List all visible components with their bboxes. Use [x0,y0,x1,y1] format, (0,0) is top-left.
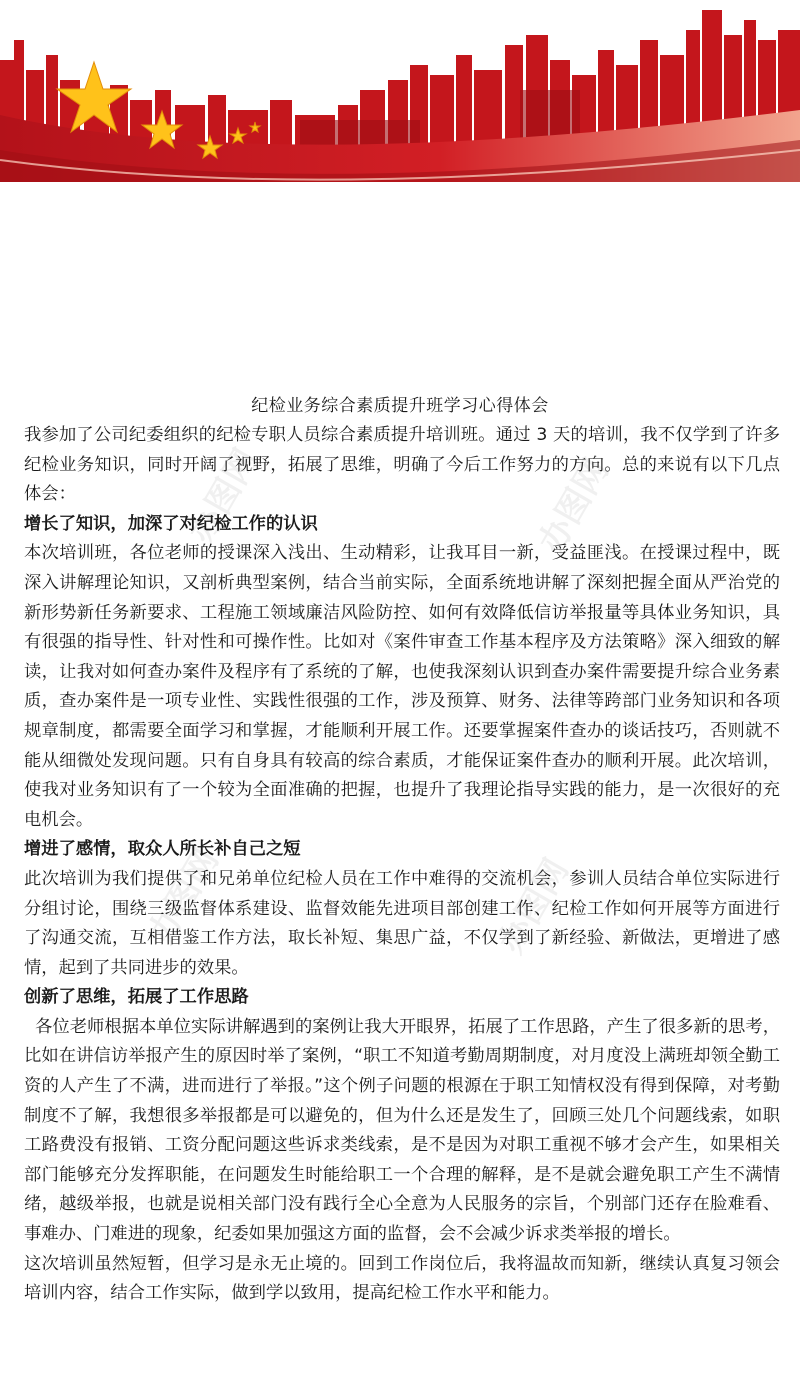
body-paragraph: 本次培训班，各位老师的授课深入浅出、生动精彩，让我耳目一新，受益匪浅。在授课过程中，既深入讲解理论知识，又剖析典型案例，结合当前实际，全面系统地讲解了深刻把握全面从严治党的新形势新任务新要求、工程施工领域廉洁风险防控、如何有效降低信访举报量等具体业务知识，具有很强的指导性、针对性和可操作性。比如对《案件审查工作基本程序及方法策略》深入细致的解读，让我对如何查办案件及程序有了系统的了解，也使我深刻认识到查办案件需要提升综合业务素质，查办案件是一项专业性、实践性很强的工作，涉及预算、财务、法律等跨部门业务知识和各项规章制度，都需要全面学习和掌握，才能顺利开展工作。还要掌握案件查办的谈话技巧，否则就不能从细微处发现问题。只有自身具有较高的综合素质，才能保证案件查办的顺利开展。此次培训，使我对业务知识有了一个较为全面准确的把握，也提升了我理论指导实践的能力，是一次很好的充电机会。 [24,543,780,830]
section-heading: 增长了知识，加深了对纪检工作的认识 [24,513,318,534]
section-heading: 增进了感情，取众人所长补自己之短 [24,839,301,860]
body-paragraph: 各位老师根据本单位实际讲解遇到的案例让我大开眼界，拓展了工作思路，产生了很多新的思考，比如在讲信访举报产生的原因时举了案例，“职工不知道考勤周期制度，对月度没上满班却领全勤工资的人产生了不满，进而进行了举报。”这个例子问题的根源在于职工知情权没有得到保障，对考勤制度不了解，我想很多举报都是可以避免的，但为什么还是发生了，回顾三处几个问题线索，如职工路费没有报销、工资分配问题这些诉求类线索，是不是因为对职工重视不够才会产生，如果相关部门能够充分发挥职能，在问题发生时能给职工一个合理的解释，是不是就会避免职工产生不满情绪，越级举报，也就是说相关部门没有践行全心全意为人民服务的宗旨，个别部门还存在脸难看、事难办、门难进的现象，纪委如果加强这方面的监督，会不会减少诉求类举报的增长。 [24,1016,780,1245]
city-skyline-banner-image [0,0,800,200]
closing-paragraph: 这次培训虽然短暂，但学习是永无止境的。回到工作岗位后，我将温故而知新，继续认真复习领会培训内容，结合工作实际，做到学以致用，提高纪检工作水平和能力。 [24,1253,780,1304]
intro-paragraph: 我参加了公司纪委组织的纪检专职人员综合素质提升培训班。通过 3 天的培训，我不仅学到了许多纪检业务知识，同时开阔了视野，拓展了思维，明确了今后工作努力的方向。总的来说有以下几点体会： [24,425,780,505]
document-body [24,421,780,1309]
watermark: 办图网 [531,452,617,561]
section-heading: 创新了思维，拓展了工作思路 [24,987,249,1008]
watermark: 办图网 [491,852,577,961]
header-banner [0,0,800,200]
watermark: 办图网 [181,442,267,551]
document-title: 纪检业务综合素质提升班学习心得体会 [251,396,549,416]
body-paragraph: 此次培训为我们提供了和兄弟单位纪检人员在工作中难得的交流机会，参训人员结合单位实际进行分组讨论，围绕三级监督体系建设、监督效能先进项目部创建工作、纪检工作如何开展等方面进行了沟通交流，互相借鉴工作方法，取长补短、集思广益，不仅学到了新经验、新做法，更增进了感情，起到了共同进步的效果。 [24,868,780,978]
watermark: 办图网 [141,842,227,951]
